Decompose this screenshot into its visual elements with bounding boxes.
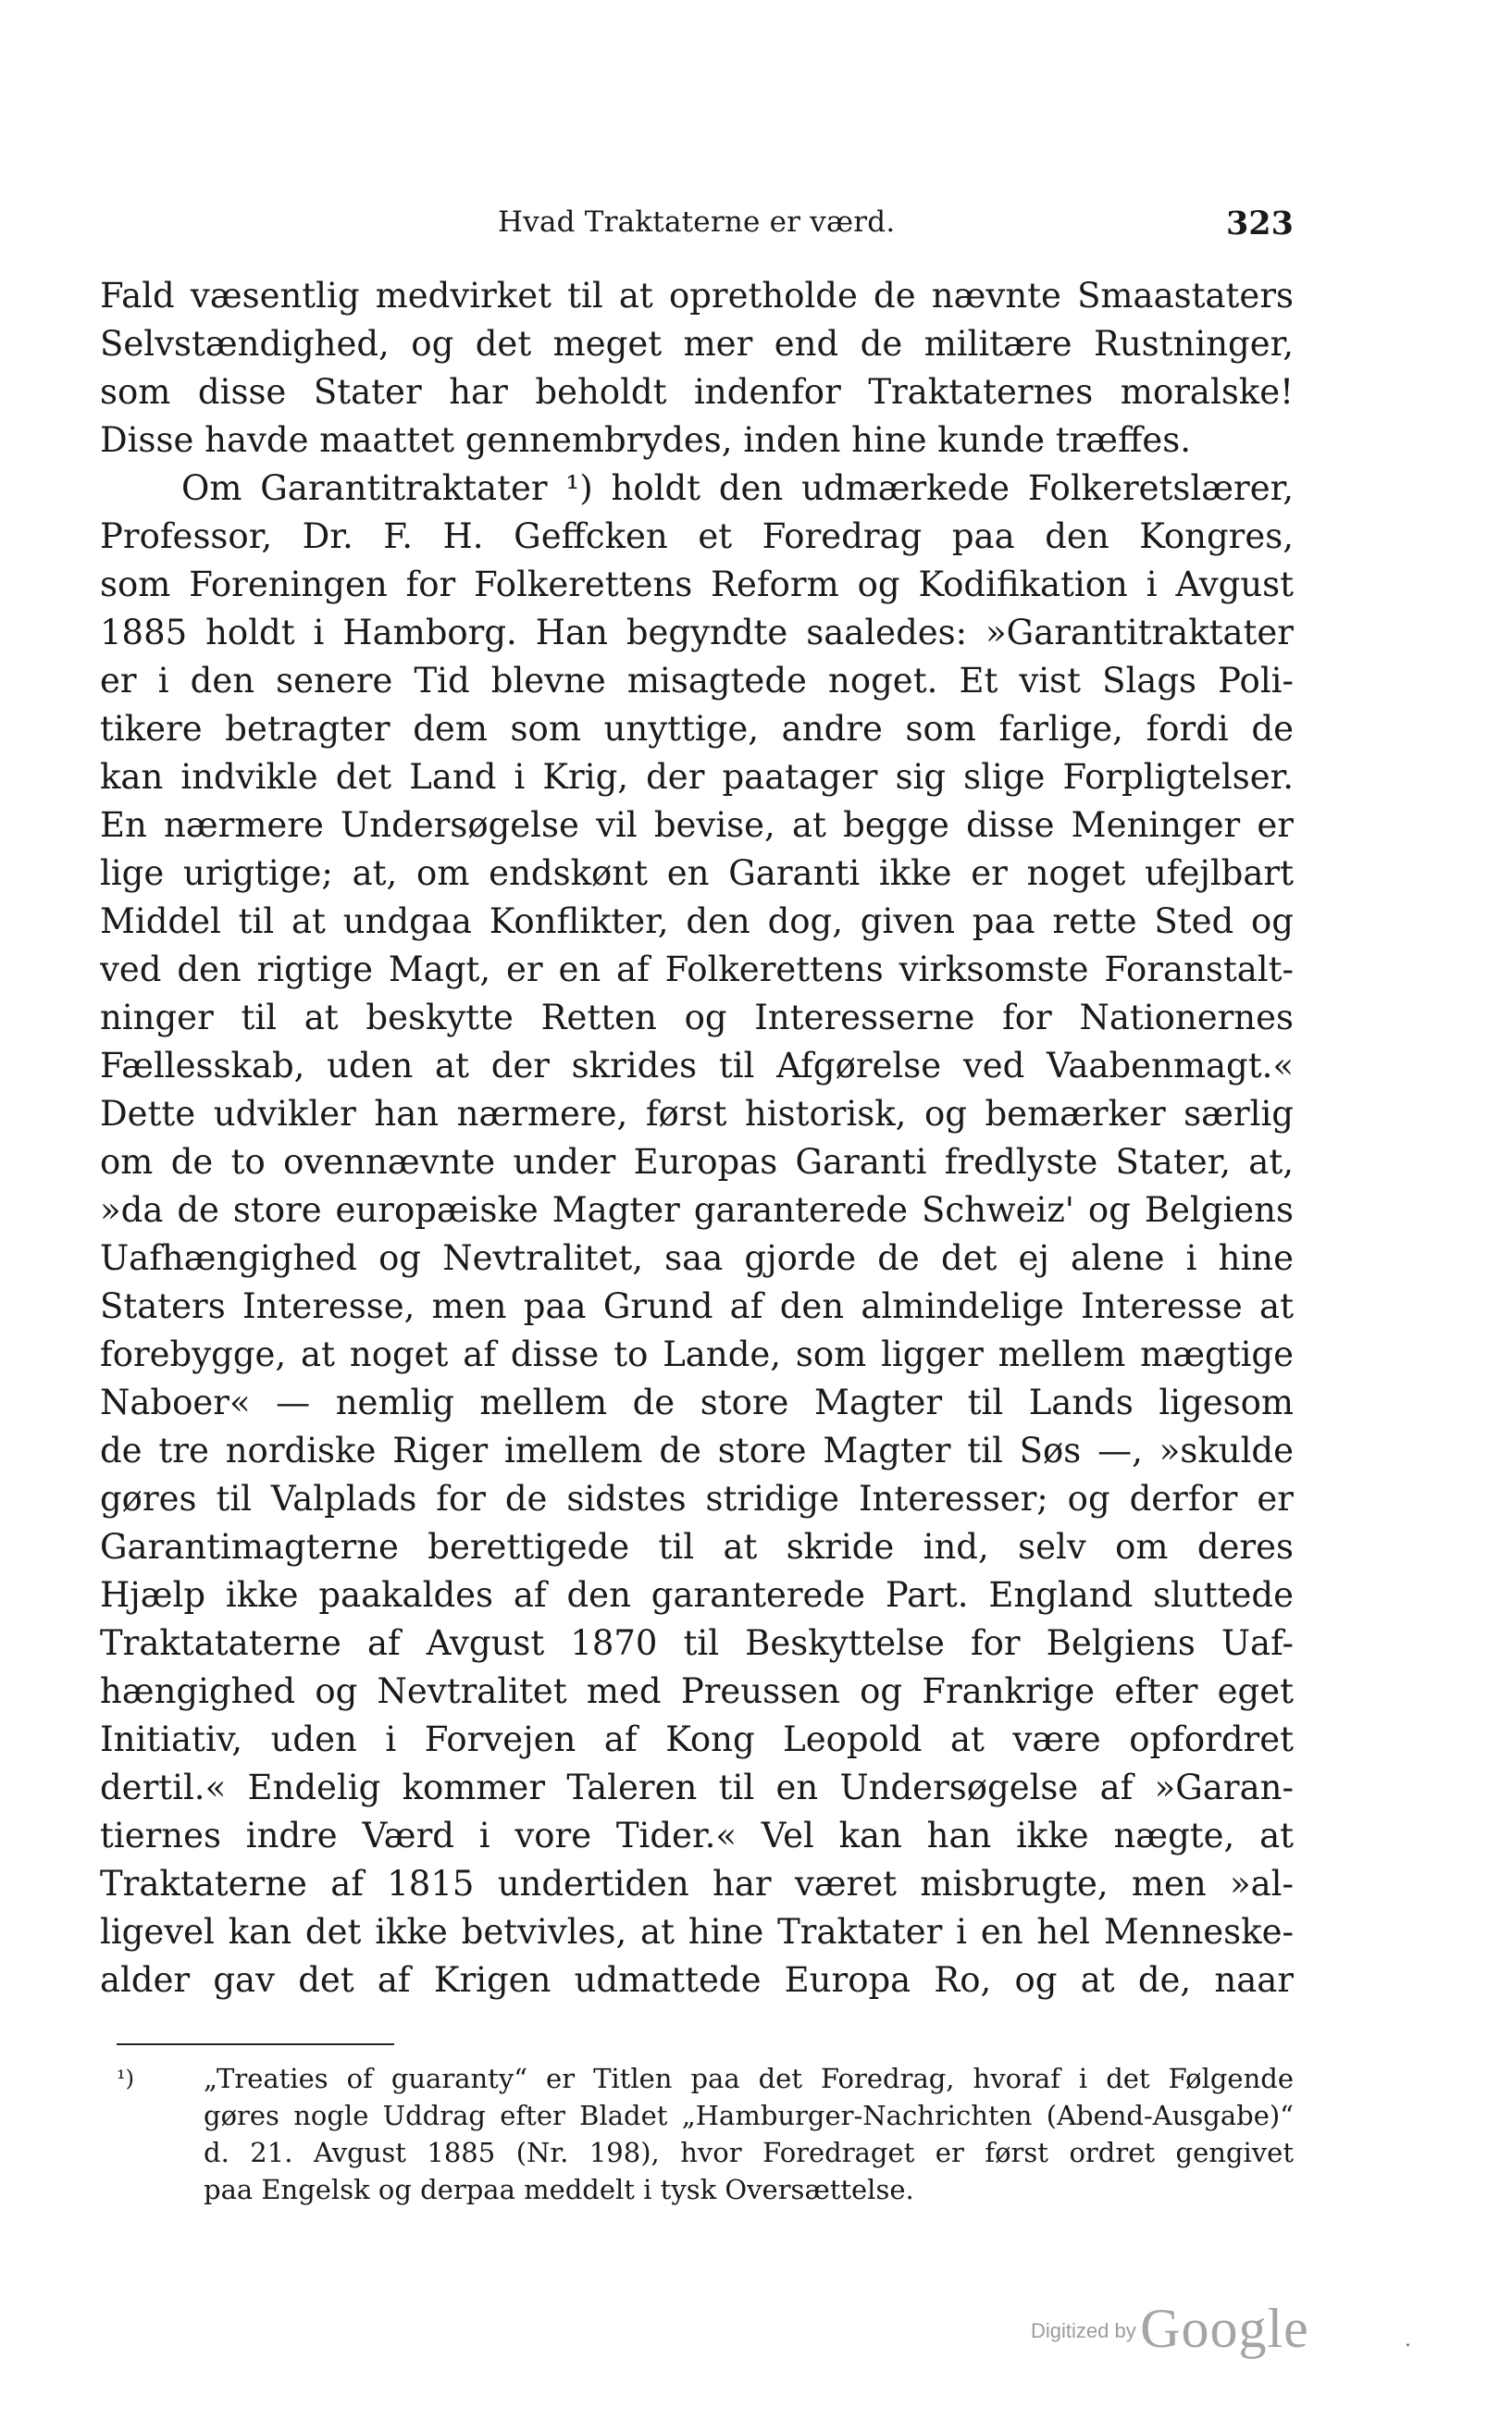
footnote-line: d. 21. Avgust 1885 (Nr. 198), hvor Foredraget er først ordret gengivet [204,2137,1294,2168]
footnote-text: „Treaties of guaranty“ er Titlen paa det Foredrag, hvoraf i det Følgende [204,2063,1294,2094]
body-text [100,272,1294,2004]
text-line: ninger til at beskytte Retten og Interesserne for Nationernes [100,998,1294,1037]
text-line: ligevel kan det ikke betvivles, at hine Traktater i en hel Menneske- [100,1912,1294,1952]
text-line: kan indvikle det Land i Krig, der paatager sig slige Forpligtelser. [100,757,1294,797]
text-line: ved den rigtige Magt, er en af Folkerettens virksomste Foranstalt- [100,949,1294,989]
text-line: tikere betragter dem som unyttige, andre som farlige, fordi de [100,709,1294,749]
text-line: lige urigtige; at, om endskønt en Garanti ikke er noget ufejlbart [100,853,1294,893]
footnote [117,2060,1294,2208]
page-number: 323 [1225,205,1294,242]
digitized-by-label: Digitized by [1031,2319,1136,2342]
text-line: »da de store europæiske Magter garanterede Schweiz' og Belgiens [100,1190,1294,1230]
text-line: Traktataterne af Avgust 1870 til Beskyttelse for Belgiens Uaf- [100,1623,1294,1663]
text-line: Traktaterne af 1815 undertiden har været misbrugte, men »al- [100,1864,1294,1904]
running-head [100,202,1294,248]
text-line: Naboer« — nemlig mellem de store Magter til Lands ligesom [100,1383,1294,1422]
text-line: Fællesskab, uden at der skrides til Afgørelse ved Vaabenmagt.« [100,1046,1294,1086]
text-line: gøres til Valplads for de sidstes stridige Interesser; og derfor er [100,1479,1294,1519]
footnote-divider [117,2043,394,2045]
text-line: En nærmere Undersøgelse vil bevise, at begge disse Meninger er [100,805,1294,845]
text-line: Fald væsentlig medvirket til at opretholde de nævnte Smaastaters [100,276,1294,316]
text-line: 1885 holdt i Hamborg. Han begyndte saaledes: »Garantitraktater [100,613,1294,652]
footnote-line [117,2060,1294,2097]
text-line: Uafhængighed og Nevtralitet, saa gjorde de det ej alene i hine [100,1238,1294,1278]
footnote-line: paa Engelsk og derpaa meddelt i tysk Oversættelse. [204,2174,914,2205]
text-line: Professor, Dr. F. H. Geffcken et Foredrag paa den Kongres, [100,516,1294,556]
text-line: Dette udvikler han nærmere, først historisk, og bemærker særlig [100,1094,1294,1134]
text-line: de tre nordiske Riger imellem de store Magter til Søs —, »skulde [100,1431,1294,1471]
text-line: Hjælp ikke paakaldes af den garanterede Part. England sluttede [100,1575,1294,1615]
text-line: Garantimagterne berettigede til at skride ind, selv om deres [100,1527,1294,1567]
text-line: Middel til at undgaa Konflikter, den dog, given paa rette Sted og [100,901,1294,941]
text-line: dertil.« Endelig kommer Taleren til en Undersøgelse af »Garan- [100,1768,1294,1807]
text-line: som disse Stater har beholdt indenfor Traktaternes moralske! [100,372,1294,412]
text-line: alder gav det af Krigen udmattede Europa Ro, og at de, naar [100,1960,1294,2000]
text-line: Staters Interesse, men paa Grund af den almindelige Interesse at [100,1286,1294,1326]
text-line: Selvstændighed, og det meget mer end de militære Rustninger, [100,324,1294,364]
text-line: er i den senere Tid blevne misagtede noget. Et vist Slags Poli- [100,661,1294,701]
text-line: Om Garantitraktater ¹) holdt den udmærkede Folkeretslærer, [181,468,1294,508]
footnote-line: gøres nogle Uddrag efter Bladet „Hamburger-Nachrichten (Abend-Ausgabe)“ [204,2100,1294,2131]
text-line: om de to ovennævnte under Europas Garanti fredlyste Stater, at, [100,1142,1294,1182]
text-line: hængighed og Nevtralitet med Preussen og Frankrige efter eget [100,1671,1294,1711]
running-title: Hvad Traktaterne er værd. [498,205,896,239]
text-line: tiernes indre Værd i vore Tider.« Vel kan han ikke nægte, at [100,1816,1294,1855]
text-line: Disse havde maattet gennembrydes, inden hine kunde træffes. [100,420,1191,460]
google-logo: Google [1140,2298,1309,2359]
text-line: Initiativ, uden i Forvejen af Kong Leopold at være opfordret [100,1719,1294,1759]
footnote-marker: ¹) [117,2066,134,2091]
text-line: som Foreningen for Folkerettens Reform og Kodifikation i Avgust [100,565,1294,604]
text-line: forebygge, at noget af disse to Lande, som ligger mellem mægtige [100,1334,1294,1374]
scan-speck: . [1405,2328,1411,2352]
digitized-watermark [1031,2297,1309,2362]
